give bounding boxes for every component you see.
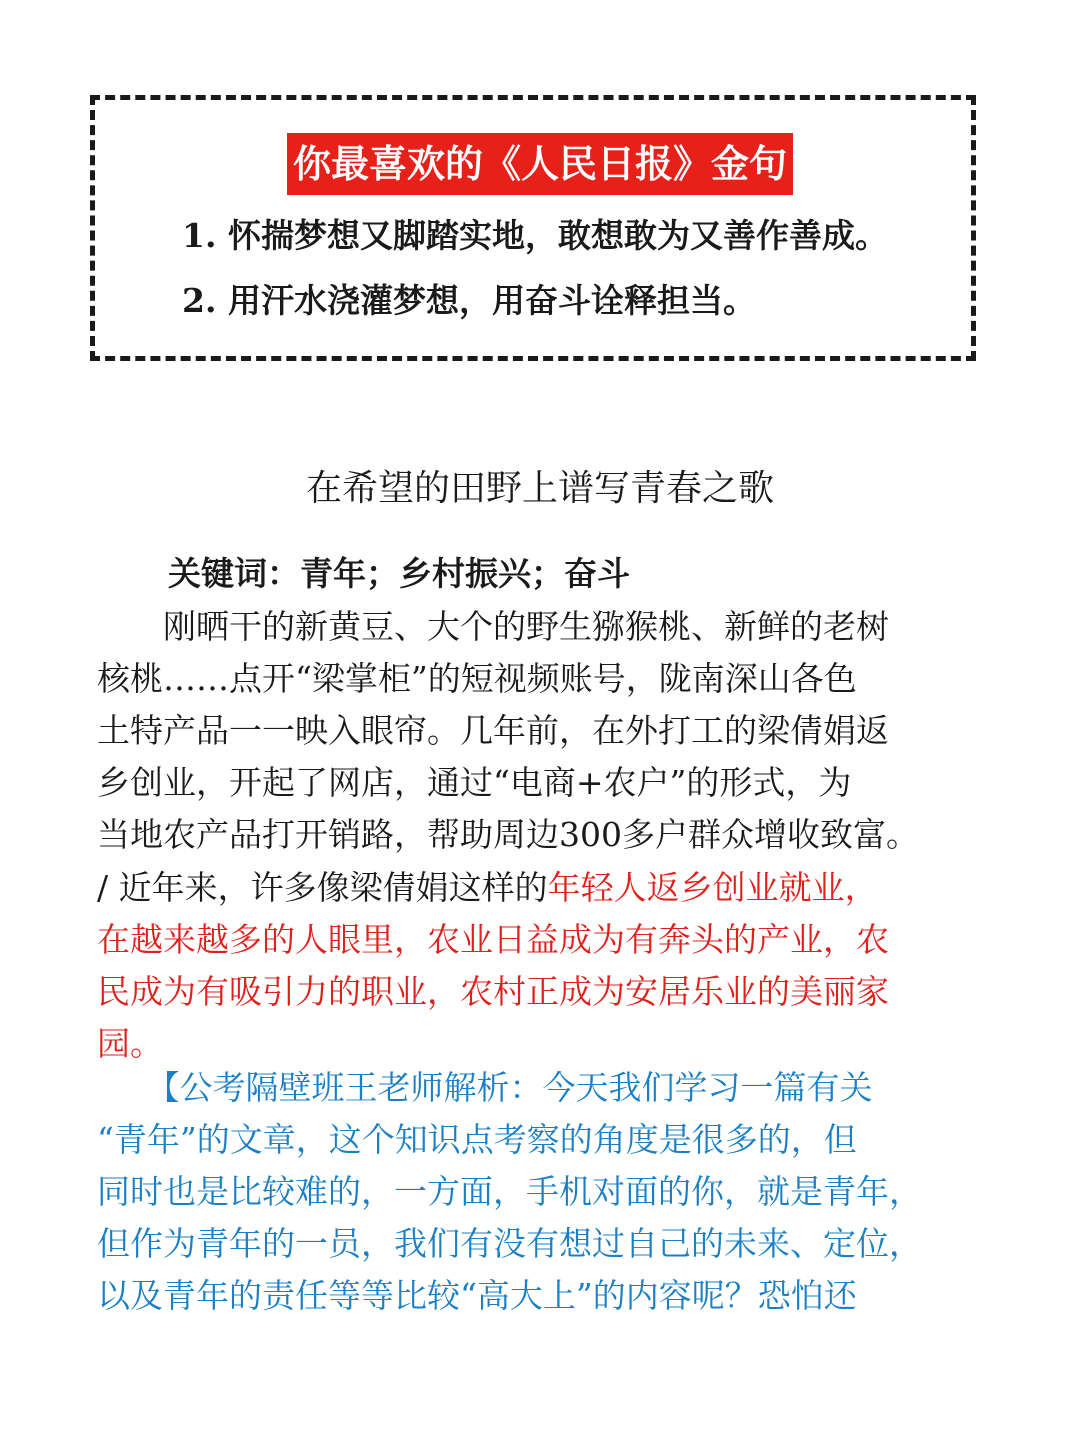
highlight-text: 民成为有吸引力的职业，农村正成为安居乐业的美丽家 xyxy=(97,972,889,1011)
analysis-line: 同时也是比较难的，一方面，手机对面的你，就是青年， xyxy=(97,1172,922,1211)
quote-1: 1. 怀揣梦想又脚踏实地，敢想敢为又善作善成。 xyxy=(182,216,888,255)
paragraph-1-line: 土特产品一一映入眼帘。几年前，在外打工的梁倩娟返 xyxy=(97,711,889,750)
paragraph-1-line: 当地农产品打开销路，帮助周边300多户群众增收致富。 xyxy=(97,815,919,854)
article-keywords: 关键词：青年；乡村振兴；奋斗 xyxy=(168,554,630,593)
paragraph-2-prefix: / 近年来，许多像梁倩娟这样的 xyxy=(97,868,548,907)
paragraph-1-line: 刚晒干的新黄豆、大个的野生猕猴桃、新鲜的老树 xyxy=(97,607,889,646)
paragraph-2 xyxy=(97,862,985,1070)
analysis-line: 但作为青年的一员，我们有没有想过自己的未来、定位， xyxy=(97,1224,922,1263)
quote-2: 2. 用汗水浇灌梦想，用奋斗诠释担当。 xyxy=(182,281,756,320)
article-title: 在希望的田野上谱写青春之歌 xyxy=(305,468,774,509)
paragraph-1 xyxy=(97,601,985,861)
highlight-text: 年轻人返乡创业就业， xyxy=(547,868,878,907)
analysis-paragraph xyxy=(97,1062,985,1322)
paragraph-2-line xyxy=(97,862,985,914)
highlight-text: 园。 xyxy=(97,1024,163,1063)
analysis-line: 【公考隔壁班王老师解析：今天我们学习一篇有关 xyxy=(97,1068,873,1107)
analysis-line: “青年”的文章，这个知识点考察的角度是很多的，但 xyxy=(97,1120,857,1159)
paragraph-1-line: 核桃……点开“梁掌柜”的短视频账号，陇南深山各色 xyxy=(97,659,857,698)
highlight-text: 在越来越多的人眼里，农业日益成为有奔头的产业，农 xyxy=(97,920,889,959)
paragraph-1-line: 乡创业，开起了网店，通过“电商+农户”的形式，为 xyxy=(97,763,852,802)
analysis-line: 以及青年的责任等等比较“高大上”的内容呢？恐怕还 xyxy=(97,1276,857,1315)
quote-box-title: 你最喜欢的《人民日报》金句 xyxy=(287,133,793,195)
